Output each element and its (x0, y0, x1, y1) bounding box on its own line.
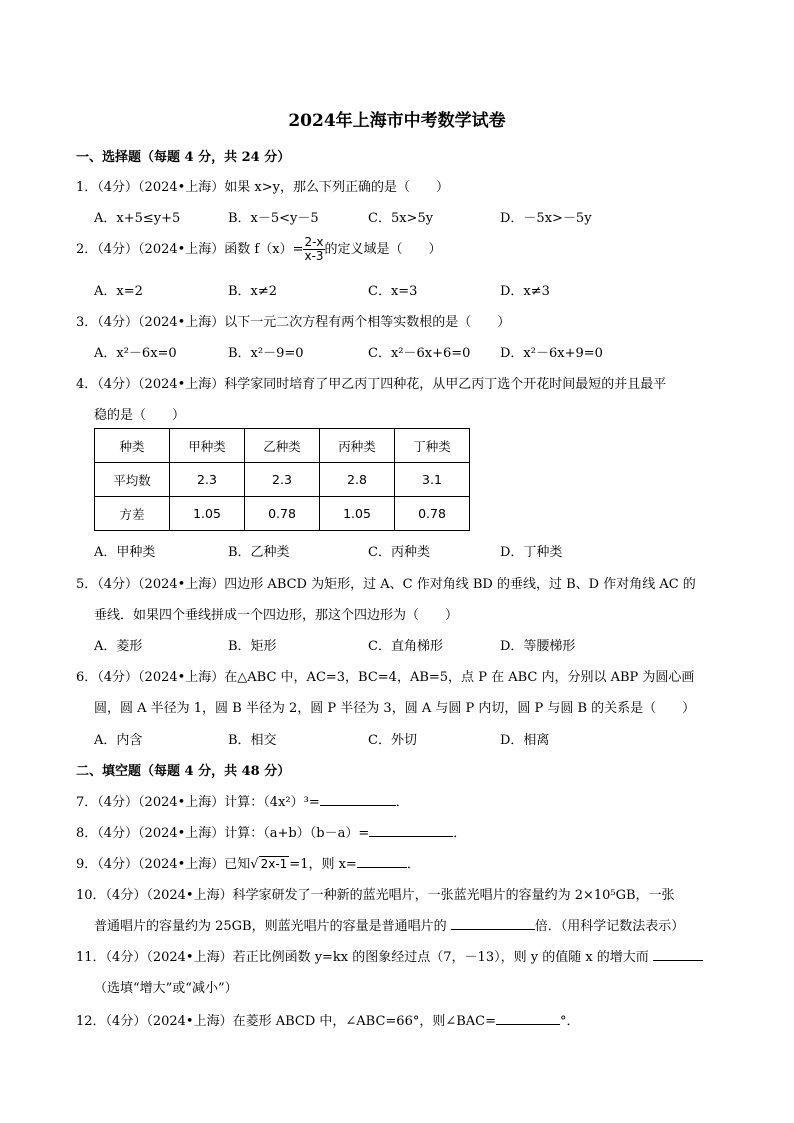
q2-fraction (303, 236, 324, 263)
q11-line1-text: 11．（4分）（2024•上海）若正比例函数 y=kx 的图象经过点（7，－13），则 y 的值随 x 的增大而 (76, 950, 649, 965)
q3-option-c: C．x²－6x+6=0 (368, 346, 471, 361)
answer-blank (320, 792, 396, 806)
question-2-stem (76, 236, 442, 263)
q5-option-c: C．直角梯形 (368, 639, 443, 654)
table-cell: 0.78 (395, 497, 470, 531)
table-cell: 丙种类 (320, 429, 395, 463)
q8-end: ． (453, 826, 467, 841)
question-12 (76, 1010, 580, 1029)
q2-stem-end: 的定义域是（ ） (324, 242, 442, 257)
answer-blank (496, 1011, 560, 1025)
answer-blank (369, 823, 453, 837)
q8-stem: 8．（4分）（2024•上海）计算：（a+b）（b－a）= (76, 826, 370, 841)
q3-option-d: D．x²－6x+9=0 (500, 346, 603, 361)
section-heading-choice: 一、选择题（每题 4 分，共 24 分） (76, 150, 291, 165)
question-9 (76, 853, 420, 872)
q2-numerator: 2-x (304, 235, 324, 249)
q9-radicand: 2x-1 (260, 857, 288, 871)
table-cell: 2.8 (320, 463, 395, 497)
table-cell: 1.05 (170, 497, 245, 531)
question-10-line1: 10．（4分）（2024•上海）科学家研发了一种新的蓝光唱片，一张蓝光唱片的容量约为 2×10⁵GB，一张 (76, 888, 675, 903)
table-cell: 乙种类 (245, 429, 320, 463)
table-cell: 甲种类 (170, 429, 245, 463)
question-6-stem-line2: 圆，圆 A 半径为 1，圆 B 半径为 2，圆 P 半径为 3，圆 A 与圆 P 内切，圆 P 与圆 B 的关系是（ ） (94, 701, 696, 716)
q2-option-a: A．x=2 (94, 284, 143, 299)
answer-blank (653, 947, 703, 961)
table-row (95, 463, 470, 497)
table-cell: 3.1 (395, 463, 470, 497)
q2-denominator: x-3 (304, 249, 324, 263)
q2-option-d: D．x≠3 (500, 284, 550, 299)
question-7 (76, 791, 409, 810)
answer-blank (451, 916, 535, 930)
question-6-stem-line1: 6．（4分）（2024•上海）在△ABC 中，AC=3，BC=4，AB=5，点 P 在 ABC 内，分别以 ABP 为圆心画 (76, 670, 695, 685)
table-cell: 平均数 (95, 463, 170, 497)
q2-option-c: C．x=3 (368, 284, 418, 299)
q9-stem-end: =1，则 x= (289, 857, 357, 872)
q5-option-a: A．菱形 (94, 639, 143, 654)
q5-option-b: B．矩形 (228, 639, 277, 654)
question-8 (76, 822, 466, 841)
q6-option-c: C．外切 (368, 733, 417, 748)
sqrt-icon: √ (250, 857, 259, 872)
table-row (95, 497, 470, 531)
question-4-stem-line2: 稳的是（ ） (94, 408, 186, 423)
q4-option-c: C．丙种类 (368, 545, 430, 560)
question-11-line2: （选填“增大”或“减小”） (94, 981, 238, 996)
question-11-line1 (76, 946, 703, 965)
q4-option-a: A．甲种类 (94, 545, 156, 560)
q1-option-b: B．x－5<y－5 (228, 211, 319, 226)
table-cell: 2.3 (170, 463, 245, 497)
table-cell: 种类 (95, 429, 170, 463)
table-cell: 丁种类 (395, 429, 470, 463)
table-cell: 1.05 (320, 497, 395, 531)
q2-option-b: B．x≠2 (228, 284, 278, 299)
q12-stem: 12．（4分）（2024•上海）在菱形 ABCD 中，∠ABC=66°，则∠BAC= (76, 1014, 497, 1029)
question-1-stem: 1．（4分）（2024•上海）如果 x>y，那么下列正确的是（ ） (76, 180, 449, 195)
q12-end: °． (560, 1014, 580, 1029)
table-header-row (95, 429, 470, 463)
q9-end: ． (406, 857, 420, 872)
q9-stem-start: 9．（4分）（2024•上海）已知 (76, 857, 251, 872)
question-4-stem-line1: 4．（4分）（2024•上海）科学家同时培育了甲乙丙丁四种花，从甲乙丙丁选个开花时间最短的并且最平 (76, 377, 667, 392)
q1-option-c: C．5x>5y (368, 211, 434, 226)
q7-stem: 7．（4分）（2024•上海）计算：（4x²）³= (76, 795, 320, 810)
answer-blank (357, 854, 407, 868)
q1-option-d: D．－5x>－5y (500, 211, 592, 226)
page-title: 2024年上海市中考数学试卷 (288, 111, 506, 131)
q3-option-a: A．x²－6x=0 (94, 346, 177, 361)
q4-data-table (94, 428, 470, 531)
q2-stem-start: 2．（4分）（2024•上海）函数 f（x）= (76, 242, 304, 257)
q10-line2-end: 倍．（用科学记数法表示） (534, 919, 685, 934)
q7-end: ． (395, 795, 409, 810)
q3-option-b: B．x²－9=0 (228, 346, 304, 361)
q6-option-d: D．相离 (500, 733, 550, 748)
q6-option-b: B．相交 (228, 733, 277, 748)
q10-line2-start: 普通唱片的容量约为 25GB，则蓝光唱片的容量是普通唱片的 (94, 919, 447, 934)
question-5-stem-line1: 5．（4分）（2024•上海）四边形 ABCD 为矩形，过 A、C 作对角线 BD 的垂线，过 B、D 作对角线 AC 的 (76, 577, 696, 592)
q4-option-b: B．乙种类 (228, 545, 290, 560)
q1-option-a: A．x+5≤y+5 (94, 211, 181, 226)
question-5-stem-line2: 垂线．如果四个垂线拼成一个四边形，那这个四边形为（ ） (94, 608, 459, 623)
question-10-line2 (94, 915, 684, 934)
q6-option-a: A．内含 (94, 733, 143, 748)
q4-option-d: D．丁种类 (500, 545, 563, 560)
table-cell: 方差 (95, 497, 170, 531)
question-3-stem: 3．（4分）（2024•上海）以下一元二次方程有两个相等实数根的是（ ） (76, 315, 511, 330)
table-cell: 2.3 (245, 463, 320, 497)
section-heading-fill: 二、填空题（每题 4 分，共 48 分） (76, 764, 291, 779)
q5-option-d: D．等腰梯形 (500, 639, 576, 654)
table-cell: 0.78 (245, 497, 320, 531)
